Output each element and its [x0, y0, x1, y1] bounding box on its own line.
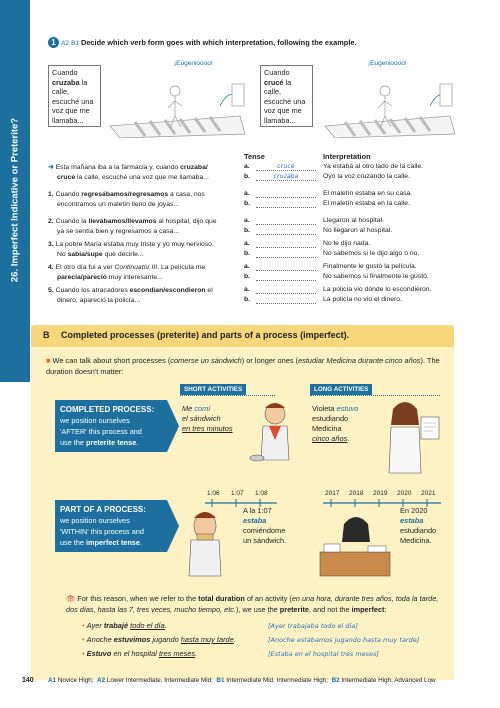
- item-2-line-1: [48, 217, 217, 226]
- bubble-left-text-1: Cuando: [52, 68, 78, 77]
- intro-text: ) or longer ones (: [241, 356, 299, 365]
- rule-note-1: [Ayer trabajaba todo el día]: [268, 622, 358, 630]
- woman-studying-illustration: [318, 508, 393, 578]
- shout-right: ¡Eugenioooo!: [368, 60, 407, 67]
- bubble-right-text-1: Cuando: [264, 68, 290, 77]
- item-5-b-interpretation: La policía no vio el dinero.: [323, 296, 402, 303]
- completed-period: .: [136, 438, 139, 447]
- page-number: 140: [22, 677, 34, 684]
- level-tag: B1: [216, 677, 225, 684]
- level-text: Intermediate High, Advanced Low: [341, 677, 436, 684]
- item-verb: escondían/escondieron: [129, 287, 206, 294]
- ex-text: Me: [182, 404, 195, 413]
- example-line-2: [57, 173, 209, 182]
- example-a-interpretation: Ya estaba al otro lado de la calle.: [323, 163, 424, 170]
- item-5-a-blank[interactable]: [256, 286, 316, 294]
- ex-verb: estuvimos: [113, 635, 151, 644]
- item-1-b-label: b.: [244, 200, 251, 207]
- item-text: . La película me: [157, 264, 206, 271]
- long-part-example: [400, 506, 436, 546]
- year-tick: 2020: [397, 490, 412, 497]
- item-4-a-blank[interactable]: [256, 263, 316, 271]
- intro-example-2: estudiar Medicina durante cinco años: [298, 356, 421, 365]
- completed-process-box: [55, 400, 170, 452]
- example-b-handwriting: cruzaba: [273, 173, 299, 180]
- part-tense: imperfect tense: [85, 538, 140, 547]
- ex-period: .: [164, 621, 167, 630]
- ex-duration: en tres minutos: [182, 424, 233, 433]
- year-tick: 2017: [325, 490, 340, 497]
- part-title: PART OF A PROCESS:: [60, 505, 146, 514]
- item-2-a-interpretation: Llegaron al hospital.: [323, 217, 384, 224]
- eye-icon: 👁: [66, 594, 76, 603]
- example-b-answer: [256, 173, 316, 181]
- bubble-right-verb: crucé: [264, 77, 284, 87]
- item-text: No: [57, 251, 68, 258]
- item-3-a-interpretation: No le dijo nada.: [323, 240, 371, 247]
- col-interpretation: Interpretation: [323, 152, 371, 161]
- intro-text: ). The duration doesn't matter:: [46, 356, 440, 376]
- ex-duration: cinco años: [312, 434, 348, 443]
- item-4-a-interpretation: Finalmente le gustó la película.: [323, 263, 417, 270]
- item-2-a-blank[interactable]: [256, 217, 316, 225]
- section-letter: B: [43, 330, 50, 340]
- bubble-right-text-2: la calle, escuché una voz que me llamaba...: [264, 77, 306, 125]
- item-text: el: [205, 287, 213, 294]
- left-scene: [110, 84, 245, 138]
- time-tick: 1:07: [231, 490, 244, 497]
- section-intro: [46, 355, 446, 377]
- ex-period: .: [347, 434, 350, 443]
- ex-duration: hasta muy tarde: [180, 635, 234, 644]
- rule-bold: total duration: [198, 594, 245, 603]
- ex-duration: todo el día: [130, 621, 165, 630]
- item-1-a-blank[interactable]: [256, 190, 316, 198]
- intro-text: We can talk about short processes (: [52, 356, 171, 365]
- rule-note-3: [Estaba en el hospital tres meses]: [268, 650, 379, 658]
- tab-long-activities: LONG ACTIVITIES: [310, 384, 372, 395]
- short-part-example: [243, 506, 286, 546]
- example-a-answer: [256, 163, 316, 171]
- long-completed-example: [312, 404, 358, 444]
- exercise-level: A2·B1: [60, 40, 80, 47]
- ex-text: en el hospital: [111, 649, 159, 658]
- example-text-2: la calle, escuché una voz que me llamaba...: [75, 174, 209, 181]
- item-2-a-label: a.: [244, 217, 250, 224]
- part-process-box: [55, 500, 170, 552]
- rule-example-3: [82, 649, 197, 659]
- level-tag: B2: [331, 677, 340, 684]
- item-title: Continuator III: [114, 264, 158, 271]
- chapter-sidebar: [0, 0, 30, 382]
- year-tick: 2018: [349, 490, 364, 497]
- item-1-line-1: [48, 190, 205, 199]
- rule-bold: imperfect: [351, 604, 385, 614]
- ex-period: .: [195, 649, 198, 658]
- ex-text: el sándwich: [182, 414, 221, 423]
- item-text: Cuando: [55, 191, 82, 198]
- rule-example-1: [82, 621, 167, 631]
- rule-part: , and not the: [308, 604, 352, 614]
- item-4-b-blank[interactable]: [256, 273, 316, 281]
- item-text: La pobre María estaba muy triste y yo muy nervioso.: [55, 241, 214, 248]
- item-2-b-blank[interactable]: [256, 227, 316, 235]
- ex-text: jugando: [150, 635, 181, 644]
- ex-verb: Estuvo: [86, 649, 112, 658]
- item-4-line-1: [48, 263, 205, 272]
- rule-part: :: [384, 604, 387, 614]
- item-5-a-label: a.: [244, 286, 250, 293]
- part-text-pre: use the: [60, 538, 86, 547]
- example-b-label: b.: [244, 173, 251, 180]
- ex-text: Ayer: [86, 621, 104, 630]
- item-5-b-blank[interactable]: [256, 296, 316, 304]
- completed-text: [60, 404, 154, 448]
- example-a-label: a.: [244, 163, 250, 170]
- part-text: [60, 504, 146, 548]
- intro-example-1: comerse un sándwich: [170, 356, 242, 365]
- ex-text: estudiando: [312, 414, 349, 423]
- rule-bold: preterite: [279, 604, 309, 614]
- item-number: 2.: [48, 218, 54, 225]
- item-text: muy interesante...: [106, 274, 163, 281]
- completed-text-pre: use the: [60, 438, 86, 447]
- item-5-a-interpretation: La policía vio dónde lo escondieron.: [323, 286, 432, 293]
- exercise-number: 1: [48, 37, 59, 48]
- item-verb: regresábamos/regresamos: [81, 191, 169, 198]
- time-tick: 1:06: [207, 490, 220, 497]
- part-line-1: we position ourselves: [60, 516, 130, 525]
- item-3-a-blank[interactable]: [256, 240, 316, 248]
- ex-text: Violeta: [312, 404, 337, 413]
- example-verb-2: crucé: [57, 174, 76, 181]
- rule-text: [66, 594, 451, 615]
- speech-bubble-left: [48, 65, 101, 127]
- rule-italic: en una hora, durante tres años, toda la: [291, 594, 418, 603]
- item-text: qué decirle...: [102, 251, 144, 258]
- level-legend: [48, 677, 436, 684]
- man-sandwich-illustration: [175, 508, 235, 578]
- item-5-line-1: [48, 286, 213, 295]
- rule-example-2: [82, 635, 236, 645]
- item-1-line-2: encontramos un maletín lleno de joyas...: [57, 201, 180, 208]
- chapter-title: 26. Imperfect Indicative or Preterite?: [9, 117, 21, 283]
- item-1-b-interpretation: El maletín estaba en la calle.: [323, 200, 410, 207]
- ex-text: comiéndome: [243, 526, 286, 535]
- item-5-line-2: dinero, apareció la policía...: [57, 297, 141, 304]
- item-3-line-1: [48, 240, 214, 249]
- item-1-a-interpretation: El maletín estaba en su casa.: [323, 190, 413, 197]
- item-verb: sabía/supe: [67, 251, 103, 258]
- ex-verb: estaba: [400, 516, 424, 525]
- exercise-header: [48, 37, 357, 48]
- time-tick: 1:08: [255, 490, 268, 497]
- part-line-2: 'WITHIN' this process and: [60, 527, 144, 536]
- ex-text: Anoche: [86, 635, 114, 644]
- item-3-a-label: a.: [244, 240, 250, 247]
- bullet-icon: •: [82, 635, 85, 644]
- street-crossing-illustration: [40, 56, 460, 138]
- item-4-b-label: b.: [244, 273, 251, 280]
- item-2-line-2: ya se sentía bien y regresamos a casa...: [57, 228, 180, 235]
- level-tag: A2: [97, 677, 106, 684]
- speech-bubble-right: [260, 65, 313, 127]
- ex-text: estudiando: [400, 526, 437, 535]
- completed-line-3: [60, 437, 154, 448]
- item-3-line-2: [57, 250, 144, 259]
- col-tense: Tense: [244, 152, 265, 161]
- rule-note-2: [Anoche estábamos jugando hasta muy tarde]: [268, 636, 420, 644]
- item-2-b-interpretation: No llegaron al hospital.: [323, 227, 393, 234]
- item-number: 3.: [48, 241, 54, 248]
- item-4-a-label: a.: [244, 263, 250, 270]
- section-b-header: [31, 325, 454, 347]
- exercise-instruction: Decide which verb form goes with which interpretation, following the example.: [80, 38, 357, 47]
- item-4-b-interpretation: No sabemos si finalmente le gustó.: [323, 273, 429, 280]
- ex-text: Medicina: [312, 424, 342, 433]
- ex-duration: tres meses: [158, 649, 196, 658]
- level-text: Novice High;: [57, 677, 94, 684]
- rule-part: ), we use the: [235, 604, 280, 614]
- ex-time: A la 1:07: [243, 506, 272, 515]
- ex-verb: estuvo: [336, 404, 359, 413]
- item-verb: llevábamos/llevamos: [88, 218, 157, 225]
- example-line-1: [48, 163, 208, 172]
- square-bullet-icon: ■: [46, 356, 51, 365]
- item-text: a casa, nos: [168, 191, 205, 198]
- example-b-interpretation: Oyó la voz cruzando la calle.: [323, 173, 410, 180]
- arrow-icon: ➜: [48, 164, 54, 171]
- completed-line-1: we position ourselves: [60, 416, 130, 425]
- ex-text: Medicina.: [400, 536, 432, 545]
- illustration-area: [40, 56, 460, 138]
- ex-text: un sándwich.: [243, 536, 287, 545]
- ex-year: En 2020: [400, 506, 428, 515]
- rule-part: For this reason, when we refer to the: [77, 594, 199, 603]
- woman-diploma-illustration: [375, 395, 445, 475]
- part-period: .: [139, 538, 142, 547]
- item-3-b-label: b.: [244, 250, 251, 257]
- example-verb: cruzaba/: [180, 164, 208, 171]
- bullet-icon: •: [82, 621, 85, 630]
- item-text: El otro día fui a ver: [55, 264, 115, 271]
- ex-period: .: [233, 635, 236, 644]
- item-3-b-interpretation: No sabemos si le dijo algo o no.: [323, 250, 420, 257]
- ex-verb: comí: [194, 404, 211, 413]
- item-1-a-label: a.: [244, 190, 250, 197]
- bullet-icon: •: [82, 649, 85, 658]
- section-title: Completed processes (preterite) and parts of a process (imperfect).: [61, 330, 350, 340]
- right-scene: [325, 84, 455, 138]
- example-a-handwriting: crucé: [277, 163, 295, 170]
- item-number: 1.: [48, 191, 54, 198]
- level-tag: A1: [48, 677, 57, 684]
- dotted-rule: [180, 395, 275, 396]
- short-completed-example: [182, 404, 233, 434]
- completed-title: COMPLETED PROCESS:: [60, 405, 155, 414]
- item-text: Cuando la: [55, 218, 89, 225]
- item-3-b-blank[interactable]: [256, 250, 316, 258]
- item-2-b-label: b.: [244, 227, 251, 234]
- item-verb: parecía/pareció: [57, 274, 107, 281]
- example-text: Esta mañana iba a la farmacia y, cuando: [55, 164, 181, 171]
- item-5-b-label: b.: [244, 296, 251, 303]
- bubble-left-text-2: la calle, escuché una voz que me llamaba...: [52, 77, 94, 125]
- item-number: 5.: [48, 287, 54, 294]
- item-text: al hospital, dijo que: [156, 218, 217, 225]
- part-line-3: [60, 537, 146, 548]
- bubble-left-verb: cruzaba: [52, 77, 80, 87]
- item-text: Cuando los atracadores: [55, 287, 130, 294]
- completed-line-2: 'AFTER' this process and: [60, 427, 142, 436]
- item-1-b-blank[interactable]: [256, 200, 316, 208]
- item-4-line-2: [57, 273, 163, 282]
- ex-verb: estaba: [243, 516, 267, 525]
- man-eating-illustration: [245, 400, 300, 470]
- rule-part: of an activity (: [244, 594, 292, 603]
- completed-tense: preterite tense: [85, 438, 137, 447]
- year-tick: 2021: [421, 490, 436, 497]
- level-text: Intermediate Mid, Intermediate High;: [226, 677, 329, 684]
- rule-italic-2: tarde, dos días, hasta las 7, tres veces, mucho tiempo, etc.: [66, 594, 439, 614]
- year-tick: 2019: [373, 490, 388, 497]
- tab-short-activities: SHORT ACTIVITIES: [180, 384, 246, 395]
- shout-left: ¡Eugenioooo!: [174, 60, 213, 67]
- level-text: Lower Intermediate, Intermediate Mid;: [106, 677, 213, 684]
- ex-verb: trabajé: [103, 621, 129, 630]
- item-number: 4.: [48, 264, 54, 271]
